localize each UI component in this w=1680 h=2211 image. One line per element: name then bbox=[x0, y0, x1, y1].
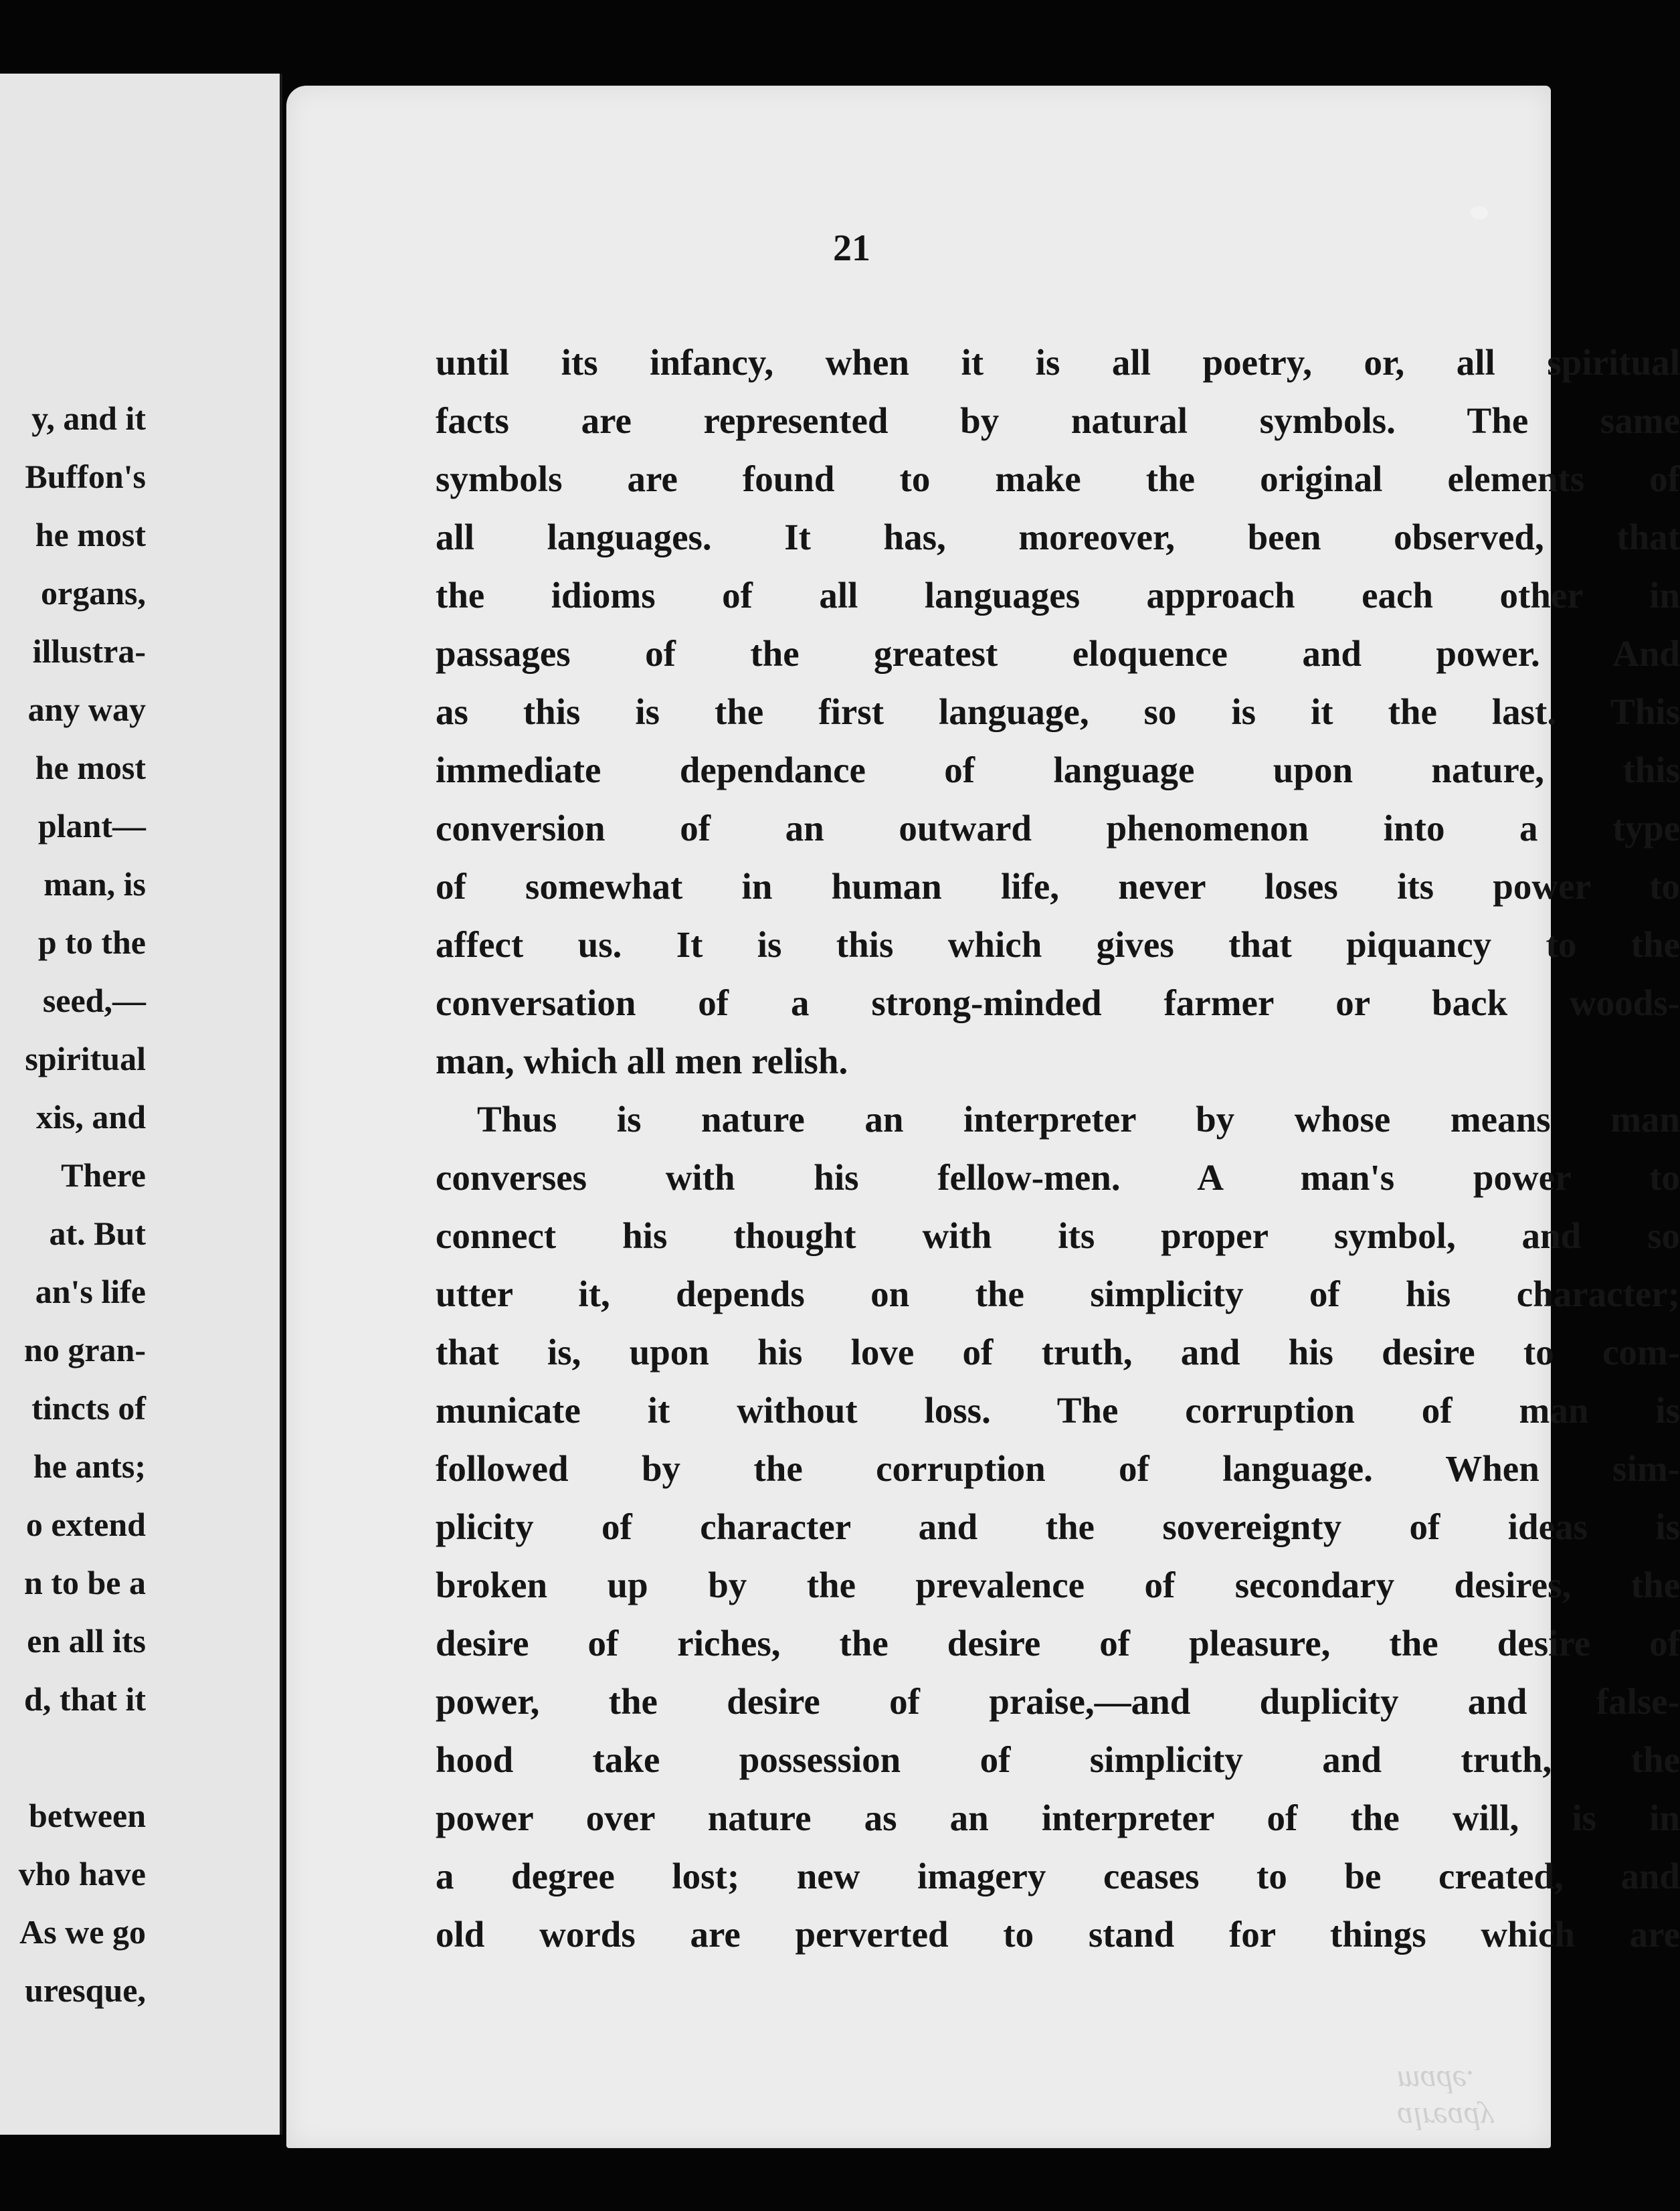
text-line: conversion of an outward phenomenon into a type bbox=[436, 808, 1680, 849]
page-number: 21 bbox=[833, 228, 870, 269]
left-page-line: he ants; bbox=[33, 1447, 146, 1485]
text-line: old words are perverted to stand for things which are bbox=[436, 1914, 1680, 1955]
left-page-line: p to the bbox=[37, 923, 146, 961]
left-page-line: o extend bbox=[25, 1506, 146, 1543]
text-line: a degree lost; new imagery ceases to be created, and bbox=[436, 1856, 1680, 1896]
right-page bbox=[286, 86, 1680, 2148]
left-page-line: at. But bbox=[49, 1215, 146, 1252]
left-page-line: plant— bbox=[37, 807, 146, 845]
text-line: converses with his fellow-men. A man's power to bbox=[436, 1157, 1680, 1198]
text-line: plicity of character and the sovereignty of ideas is bbox=[436, 1506, 1680, 1547]
left-page-line: tincts of bbox=[31, 1389, 146, 1427]
left-page-line: uresque, bbox=[24, 1971, 146, 2009]
paper-speck bbox=[1471, 206, 1488, 219]
text-line: power over nature as an interpreter of the will, is in bbox=[436, 1797, 1680, 1838]
left-facing-page bbox=[0, 74, 282, 2135]
left-page-line: xis, and bbox=[36, 1098, 146, 1136]
left-page-line: he most bbox=[35, 749, 146, 786]
left-page-line: vho have bbox=[18, 1855, 146, 1892]
text-line: the idioms of all languages approach each other in bbox=[436, 575, 1680, 616]
left-page-line: There bbox=[61, 1156, 146, 1194]
text-line: municate it without loss. The corruption of man is bbox=[436, 1390, 1680, 1431]
left-page-line: n to be a bbox=[24, 1564, 146, 1601]
text-line: until its infancy, when it is all poetry, or, all spiritual bbox=[436, 342, 1680, 383]
left-page-line: between bbox=[29, 1797, 146, 1834]
text-line: followed by the corruption of language. When sim- bbox=[436, 1448, 1680, 1489]
text-line: as this is the first language, so is it the last. This bbox=[436, 691, 1680, 732]
text-line-paragraph-end: man, which all men relish. bbox=[436, 1041, 848, 1081]
left-page-line: Buffon's bbox=[25, 458, 146, 495]
left-page-line: no gran- bbox=[24, 1331, 146, 1368]
text-line: affect us. It is this which gives that piquancy to the bbox=[436, 924, 1680, 965]
left-page-line: illustra- bbox=[32, 632, 146, 670]
left-page-line: seed,— bbox=[42, 982, 146, 1019]
text-line: all languages. It has, moreover, been observed, that bbox=[436, 517, 1680, 557]
left-page-line: As we go bbox=[19, 1913, 146, 1951]
text-line: that is, upon his love of truth, and his desire to com- bbox=[436, 1332, 1680, 1373]
text-line: hood take possession of simplicity and truth, the bbox=[436, 1739, 1680, 1780]
left-page-line: organs, bbox=[41, 574, 146, 612]
text-line: broken up by the prevalence of secondary desires, the bbox=[436, 1565, 1680, 1605]
text-line: power, the desire of praise,—and duplicity and false- bbox=[436, 1681, 1680, 1722]
left-page-line: d, that it bbox=[24, 1680, 146, 1718]
text-line: facts are represented by natural symbols. The same bbox=[436, 400, 1680, 441]
left-page-line: y, and it bbox=[31, 400, 146, 437]
left-page-line: any way bbox=[27, 691, 146, 728]
body-text bbox=[436, 333, 1680, 1963]
text-line: connect his thought with its proper symbol, and so bbox=[436, 1215, 1680, 1256]
text-line: of somewhat in human life, never loses its power to bbox=[436, 866, 1680, 907]
left-page-line: an's life bbox=[35, 1273, 146, 1310]
text-line: symbols are found to make the original elements of bbox=[436, 458, 1680, 499]
text-line: immediate dependance of language upon nature, this bbox=[436, 749, 1680, 790]
text-line: passages of the greatest eloquence and power. And bbox=[436, 633, 1680, 674]
left-page-line: he most bbox=[35, 516, 146, 553]
text-line: utter it, depends on the simplicity of his character; bbox=[436, 1273, 1680, 1314]
left-page-line: man, is bbox=[43, 865, 146, 903]
text-line: desire of riches, the desire of pleasure, the desire of bbox=[436, 1623, 1680, 1664]
text-line: conversation of a strong-minded farmer or back woods- bbox=[436, 982, 1680, 1023]
bleed-through-text: already made. bbox=[1397, 2064, 1494, 2136]
left-page-line: spiritual bbox=[25, 1040, 146, 1077]
text-line-paragraph-start: Thus is nature an interpreter by whose means man bbox=[477, 1099, 1680, 1140]
left-page-line: en all its bbox=[27, 1622, 146, 1660]
